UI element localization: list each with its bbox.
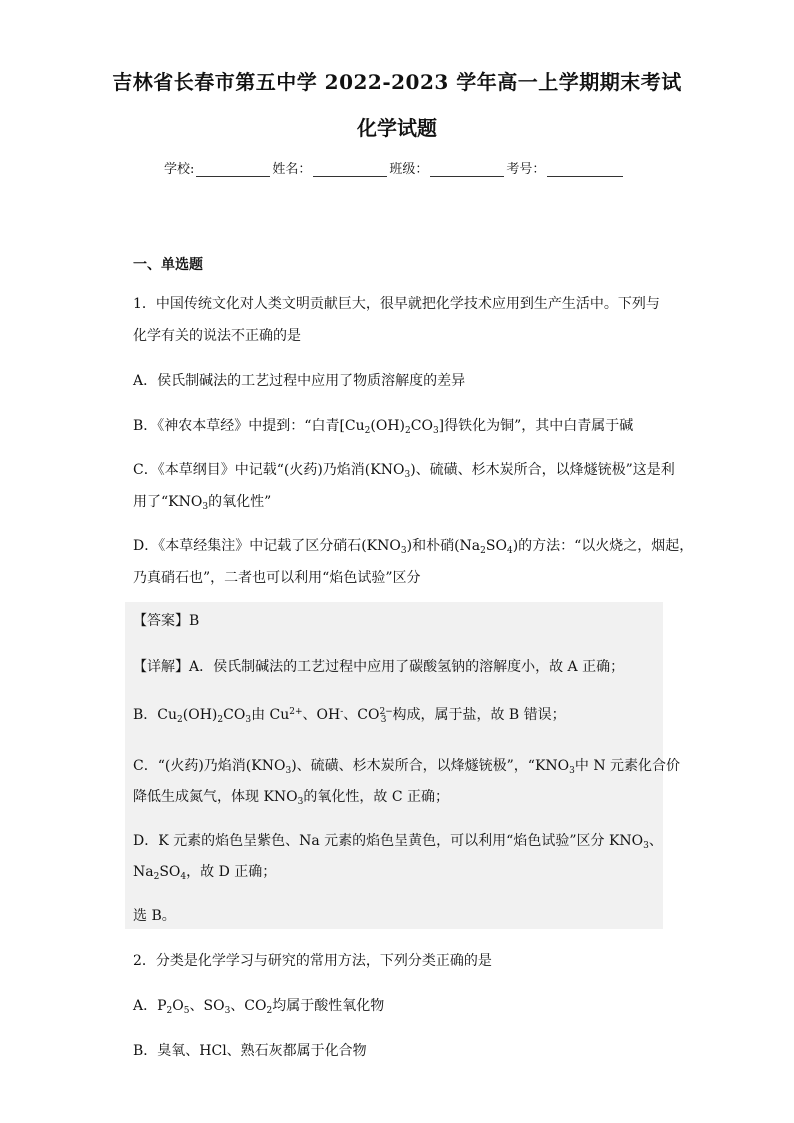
text: 的氧化性，故 C 正确； (303, 789, 449, 805)
subscript: 3 (297, 797, 304, 807)
school-blank[interactable] (196, 162, 270, 177)
q2-option-a (133, 995, 384, 1015)
q2-option-b: B．臭氧、HCl、熟石灰都属于化合物 (133, 1043, 367, 1059)
subscript: 5 (183, 1006, 190, 1016)
text: 降低生成氮气，体现 KNO (133, 789, 298, 805)
text: CO (410, 418, 433, 434)
q1-conclusion: 选 B。 (133, 908, 176, 924)
name-blank[interactable] (313, 162, 387, 177)
text: B．《神农本草经》中提到：“白青[Cu (133, 418, 365, 434)
subscript: 3 (569, 766, 575, 776)
subscript: 4 (180, 872, 187, 882)
text: B．Cu (133, 707, 178, 723)
text: 、OH (302, 707, 341, 723)
text: SO (159, 864, 181, 880)
q1-detail-c-line2 (133, 786, 449, 806)
q1-option-d-line1 (133, 535, 693, 555)
q1-option-c-line1 (133, 459, 675, 479)
text: 构成，属于盐，故 B 错误； (392, 707, 566, 723)
text: A．P (133, 998, 167, 1014)
text: )、硫磺、杉木炭所合，以烽燧铳极”，“KNO (291, 758, 570, 774)
text: 均属于酸性氧化物 (272, 998, 385, 1014)
q1-answer: 【答案】B (133, 613, 200, 629)
subscript: 3 (202, 502, 209, 512)
section-heading: 一、单选题 (133, 257, 203, 273)
text: 用了“KNO (133, 494, 203, 510)
subscript: 3 (400, 546, 407, 556)
subscript: 3 (224, 1006, 231, 1016)
class-blank[interactable] (430, 162, 504, 177)
q1-option-c-line2 (133, 491, 271, 511)
exam-number-label: 考号： (506, 162, 546, 177)
subscript: 2 (217, 715, 224, 725)
text: 、CO (230, 998, 267, 1014)
superscript: 2+ (289, 707, 303, 717)
q1-detail-a: 【详解】A．侯氏制碱法的工艺过程中应用了碳酸氢钠的溶解度小，故 A 正确； (133, 659, 625, 675)
exam-title: 吉林省长春市第五中学 2022-2023 学年高一上学期期末考试 (112, 70, 682, 94)
school-label: 学校: (164, 162, 195, 177)
superscript: 2− (379, 707, 393, 717)
text: D．K 元素的焰色呈紫色、Na 元素的焰色呈黄色，可以利用“焰色试验”区分 KNO (133, 833, 644, 849)
q1-stem-line1: 1．中国传统文化对人类文明贡献巨大，很早就把化学技术应用到生产生活中。下列与 (133, 296, 660, 312)
text: 、SO (189, 998, 225, 1014)
exam-subtitle: 化学试题 (357, 116, 437, 140)
q1-stem-line2: 化学有关的说法不正确的是 (133, 328, 301, 344)
text: )和朴硝(Na (406, 538, 481, 554)
name-label: 姓名： (272, 162, 312, 177)
subscript: 2 (266, 1006, 273, 1016)
subscript: 4 (506, 546, 513, 556)
subscript: 2 (166, 1006, 173, 1016)
subscript: 3 (404, 470, 411, 480)
class-label: 班级： (389, 162, 429, 177)
subscript: 2 (480, 546, 486, 556)
subscript: 3 (245, 715, 252, 725)
text: D．《本草经集注》中记载了区分硝石(KNO (133, 538, 401, 554)
text: 的氧化性” (208, 494, 272, 510)
superscript: - (340, 707, 344, 717)
q1-detail-d-line2 (133, 861, 276, 881)
text: (OH) (182, 707, 218, 723)
q2-stem: 2．分类是化学学习与研究的常用方法，下列分类正确的是 (133, 953, 492, 969)
q1-detail-c-line1 (133, 755, 680, 775)
q1-option-a: A．侯氏制碱法的工艺过程中应用了物质溶解度的差异 (133, 373, 466, 389)
subscript: 2 (364, 426, 371, 436)
text: Na (133, 864, 154, 880)
subscript: 2 (153, 872, 160, 882)
text: ]得铁化为铜”，其中白青属于碱 (438, 418, 634, 434)
student-info-row (164, 158, 625, 177)
subscript: 2 (405, 426, 411, 436)
subscript: 3 (432, 426, 439, 436)
text: ，故 D 正确； (186, 864, 277, 880)
exam-number-blank[interactable] (547, 162, 623, 177)
text: (OH) (370, 418, 405, 434)
text: O (172, 998, 184, 1014)
text: C．《本草纲目》中记载“(火药)乃焰消(KNO (133, 462, 405, 478)
q1-option-d-line2: 乃真硝石也”，二者也可以利用“焰色试验”区分 (133, 570, 421, 586)
text: CO (223, 707, 246, 723)
text: 、 (648, 833, 663, 849)
subscript: 3 (285, 766, 292, 776)
subscript: 2 (177, 715, 183, 725)
text: C．“(火药)乃焰消(KNO (133, 758, 286, 774)
text: SO (485, 538, 507, 554)
text: 、CO (343, 707, 380, 723)
text: )、硫磺、杉木炭所合，以烽燧铳极”这是利 (410, 462, 675, 478)
q1-detail-d-line1 (133, 830, 663, 850)
q1-option-b (133, 415, 633, 435)
q1-detail-b (133, 704, 566, 724)
text: )的方法：“以火烧之，烟起， (512, 538, 694, 554)
subscript: 3 (380, 715, 387, 725)
text: 中 N 元素化合价 (574, 758, 681, 774)
text: 由 Cu (251, 707, 290, 723)
subscript: 3 (643, 841, 649, 851)
